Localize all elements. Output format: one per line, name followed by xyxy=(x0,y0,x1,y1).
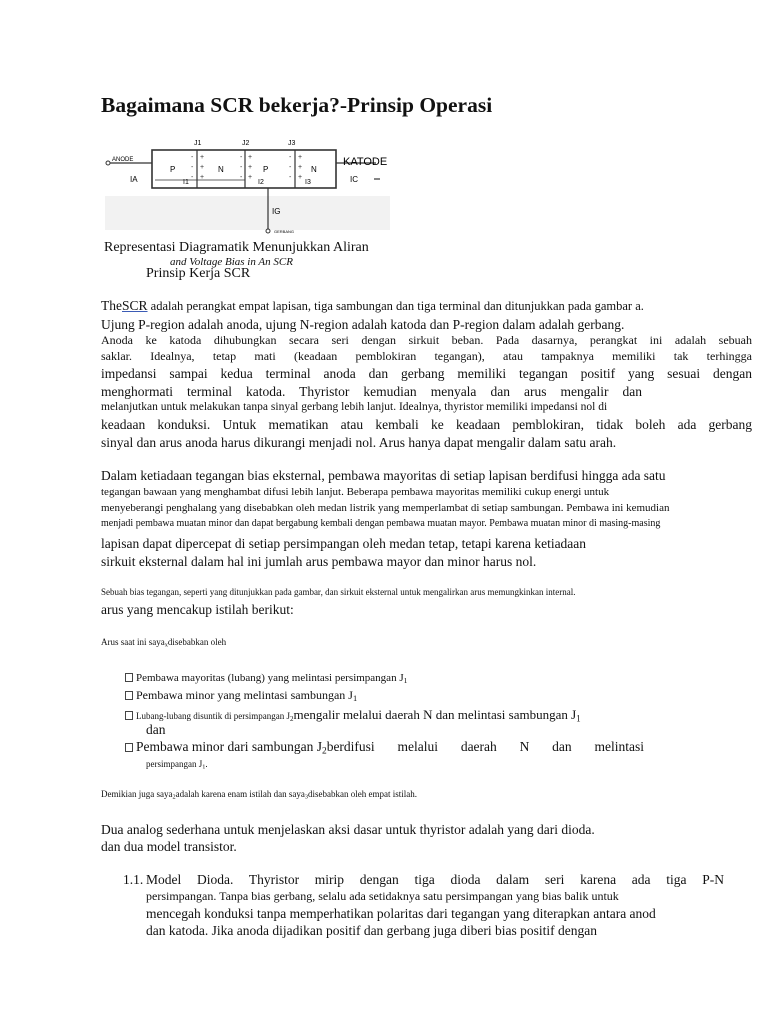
list-item: Pembawa minor yang melintasi sambungan $J_1$ xyxy=(125,688,357,703)
paragraph-line: dan dua model transistor. xyxy=(101,839,237,854)
svg-text:+: + xyxy=(248,154,253,161)
paragraph-line: mencegah konduksi tanpa memperhatikan polaritas dari tegangan yang diterapkan antara anod xyxy=(146,906,656,921)
numbered-marker: 1.1. xyxy=(123,872,144,887)
list-item-continuation: persimpangan $J_1$. xyxy=(146,759,208,771)
figure-caption: Representasi Diagramatik Menunjukkan Aliran xyxy=(104,240,369,255)
anode-label: ANODE xyxy=(112,157,134,163)
svg-text:+: + xyxy=(248,174,253,181)
page-title: Bagaimana SCR bekerja?-Prinsip Operasi xyxy=(101,93,493,117)
region-label: P xyxy=(263,165,269,174)
figure-caption-title: Prinsip Kerja SCR xyxy=(146,266,251,281)
list-item-continuation: dan xyxy=(146,722,166,737)
paragraph-line: impedansi sampai kedua terminal anoda dan gerbang memiliki tegangan positif yang sesuai dengan xyxy=(101,366,752,381)
paragraph-line: Ujung P-region adalah anoda, ujung N-region adalah katoda dan P-region dalam adalah gerbang. xyxy=(101,317,625,332)
svg-text:-: - xyxy=(191,164,194,171)
svg-text:+: + xyxy=(248,164,253,171)
paragraph-line: sinyal dan arus anoda harus dikurangi menjadi nol. Arus hanya dapat mengalir dalam satu arah. xyxy=(101,435,617,450)
current-label: IC xyxy=(350,175,358,184)
svg-text:+: + xyxy=(200,164,205,171)
current-label: I3 xyxy=(305,179,311,186)
current-label: IG xyxy=(272,207,281,216)
current-label: I2 xyxy=(258,179,264,186)
svg-text:-: - xyxy=(289,174,292,181)
paragraph-line: Demikian juga saya$_2$adalah karena enam istilah dan saya$_3$disebabkan oleh empat istilah. xyxy=(101,789,417,801)
paragraph-line: Sebuah bias tegangan, seperti yang ditunjukkan pada gambar, dan sirkuit eksternal untuk mengalirkan arus memungkinkan internal. xyxy=(101,587,576,597)
paragraph-line: menyeberangi penghalang yang disebabkan oleh medan listrik yang memperlambat di setiap sambungan. Pembawa ini kemudian xyxy=(101,502,670,514)
paragraph-line: lapisan dapat dipercepat di setiap persimpangan oleh medan tetap, tetapi karena ketiadaan xyxy=(101,536,587,551)
svg-text:+: + xyxy=(298,164,303,171)
svg-text:-: - xyxy=(289,154,292,161)
svg-text:-: - xyxy=(240,154,243,161)
list-item: Pembawa mayoritas (lubang) yang melintasi persimpangan $J_1$ xyxy=(125,672,407,685)
gate-label: GERBANG xyxy=(274,229,295,234)
paragraph-line: Dalam ketiadaan tegangan bias eksternal, pembawa mayoritas di setiap lapisan berdifusi hingga ada satu xyxy=(101,468,666,483)
svg-text:+: + xyxy=(298,154,303,161)
paragraph-line: Model Dioda. Thyristor mirip dengan tiga dioda dalam seri karena ada tiga P-N xyxy=(146,872,724,887)
scr-diagram xyxy=(100,134,392,246)
list-item: Pembawa minor dari sambungan $J_2$ berdifusi melalui daerah N dan melintasi xyxy=(125,739,644,756)
junction-label: J2 xyxy=(242,140,250,147)
region-label: N xyxy=(311,165,317,174)
svg-text:+: + xyxy=(200,174,205,181)
paragraph-line: persimpangan. Tanpa bias gerbang, selalu ada setidaknya satu persimpangan yang bias balik untuk xyxy=(146,889,619,903)
bullet-icon xyxy=(125,673,133,682)
bullet-icon xyxy=(125,711,133,720)
paragraph-line: tegangan bawaan yang menghambat difusi lebih lanjut. Beberapa pembawa mayoritas memiliki cukup energi untuk xyxy=(101,486,610,498)
paragraph-line: arus yang mencakup istilah berikut: xyxy=(101,602,294,617)
list-item: Lubang-lubang disuntik di persimpangan $J_2mengalir$ melalui daerah N dan melintasi sambungan $J_1$ xyxy=(125,706,581,724)
paragraph-line: Dua analog sederhana untuk menjelaskan aksi dasar untuk thyristor adalah yang dari dioda. xyxy=(101,822,595,837)
paragraph-line: saklar. Idealnya, tetap mati (keadaan pemblokiran tegangan), atau tampaknya memiliki tak terhingga xyxy=(101,349,752,363)
svg-text:-: - xyxy=(191,154,194,161)
paragraph-line: sirkuit eksternal dalam hal ini jumlah arus pembawa mayor dan minor harus nol. xyxy=(101,554,537,569)
paragraph-line: melanjutkan untuk melakukan tanpa sinyal gerbang lebih lanjut. Idealnya, thyristor memiliki impedansi nol di xyxy=(101,401,608,413)
svg-text:+: + xyxy=(200,154,205,161)
current-label: I1 xyxy=(183,179,189,186)
svg-text:+: + xyxy=(298,174,303,181)
svg-text:-: - xyxy=(191,174,194,181)
svg-text:-: - xyxy=(240,164,243,171)
current-label: IA xyxy=(130,175,138,184)
svg-text:-: - xyxy=(240,174,243,181)
katode-label: KATODE xyxy=(343,156,388,168)
scr-link[interactable]: SCR xyxy=(122,298,148,313)
paragraph-line: Arus saat ini saya$_x$disebabkan oleh xyxy=(101,637,227,649)
svg-text:-: - xyxy=(289,164,292,171)
region-label: P xyxy=(170,165,176,174)
paragraph-line: keadaan konduksi. Untuk mematikan atau kembali ke keadaan pemblokiran, tidak boleh ada gerbang xyxy=(101,417,752,432)
paragraph-line: Anoda ke katoda dihubungkan secara seri dengan sirkuit beban. Pada dasarnya, perangkat ini adalah sebuah xyxy=(101,333,752,347)
paragraph-line: menghormati terminal katoda. Thyristor kemudian menyala dan arus mengalir dan xyxy=(101,384,642,399)
paragraph-line: menjadi pembawa muatan minor dan dapat bergabung kembali dengan pembawa muatan mayor. Pembawa muatan minor di masing-masing xyxy=(101,518,661,529)
region-label: N xyxy=(218,165,224,174)
junction-label: J3 xyxy=(288,140,296,147)
bullet-icon xyxy=(125,743,133,752)
junction-label: J1 xyxy=(194,140,202,147)
paragraph-line: dan katoda. Jika anoda dijadikan positif dan gerbang juga diberi bias positif dengan xyxy=(146,923,598,938)
figure-caption-italic: and Voltage Bias in An SCR xyxy=(170,256,293,268)
paragraph-line: TheSCR adalah perangkat empat lapisan, tiga sambungan dan tiga terminal dan ditunjukkan pada gambar a. xyxy=(101,298,644,313)
bullet-icon xyxy=(125,691,133,700)
